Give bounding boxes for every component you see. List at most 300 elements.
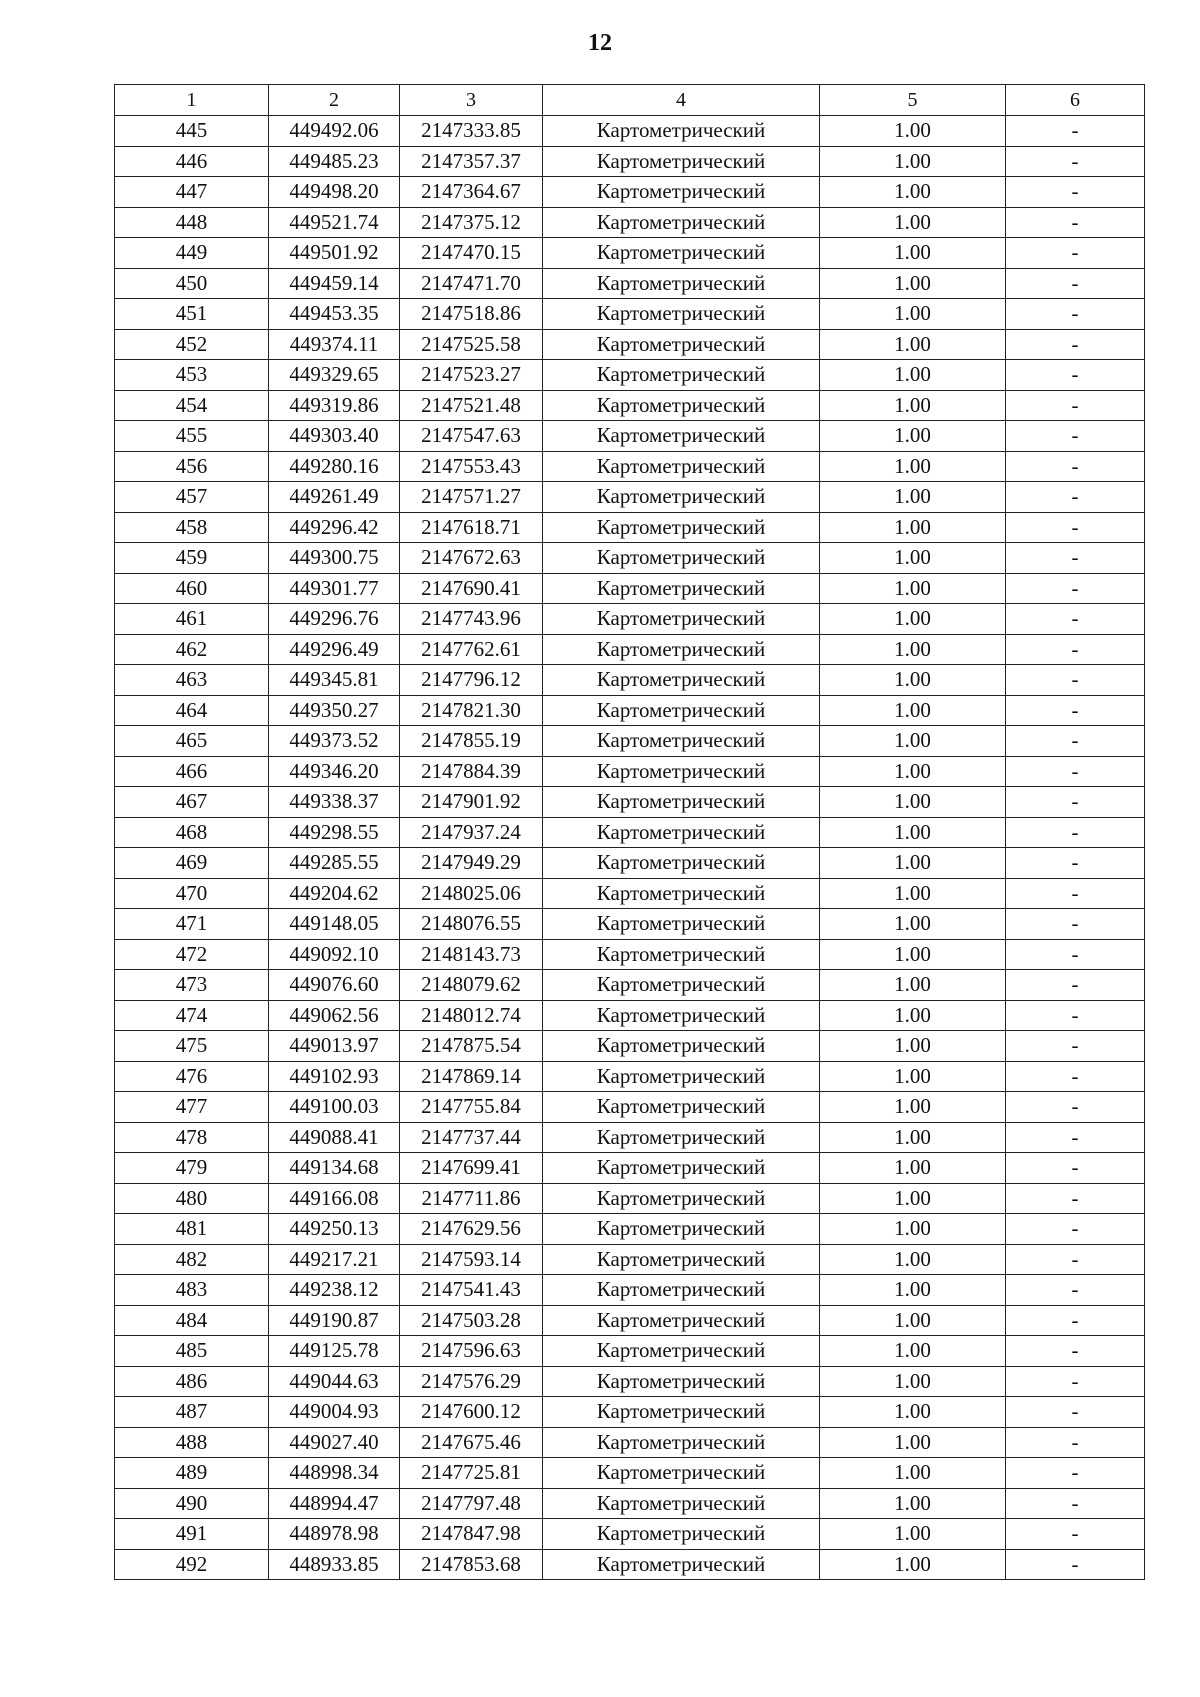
x-coordinate-cell: 449238.12	[269, 1275, 400, 1306]
note-cell: -	[1006, 1122, 1145, 1153]
method-cell: Картометрический	[543, 268, 820, 299]
table-row	[115, 665, 1145, 696]
y-coordinate-cell: 2147855.19	[400, 726, 543, 757]
table-row	[115, 726, 1145, 757]
point-number-cell: 488	[115, 1427, 269, 1458]
note-cell: -	[1006, 177, 1145, 208]
method-cell: Картометрический	[543, 817, 820, 848]
x-coordinate-cell: 449303.40	[269, 421, 400, 452]
accuracy-cell: 1.00	[820, 390, 1006, 421]
table-row	[115, 1519, 1145, 1550]
y-coordinate-cell: 2148025.06	[400, 878, 543, 909]
y-coordinate-cell: 2147333.85	[400, 116, 543, 147]
table-row	[115, 543, 1145, 574]
method-cell: Картометрический	[543, 878, 820, 909]
note-cell: -	[1006, 665, 1145, 696]
note-cell: -	[1006, 787, 1145, 818]
x-coordinate-cell: 449521.74	[269, 207, 400, 238]
point-number-cell: 458	[115, 512, 269, 543]
accuracy-cell: 1.00	[820, 1214, 1006, 1245]
note-cell: -	[1006, 634, 1145, 665]
point-number-cell: 451	[115, 299, 269, 330]
x-coordinate-cell: 449280.16	[269, 451, 400, 482]
method-cell: Картометрический	[543, 756, 820, 787]
x-coordinate-cell: 449296.76	[269, 604, 400, 635]
point-number-cell: 447	[115, 177, 269, 208]
y-coordinate-cell: 2147949.29	[400, 848, 543, 879]
method-cell: Картометрический	[543, 1366, 820, 1397]
point-number-cell: 485	[115, 1336, 269, 1367]
point-number-cell: 457	[115, 482, 269, 513]
point-number-cell: 480	[115, 1183, 269, 1214]
x-coordinate-cell: 448994.47	[269, 1488, 400, 1519]
y-coordinate-cell: 2147755.84	[400, 1092, 543, 1123]
accuracy-cell: 1.00	[820, 695, 1006, 726]
coordinates-table	[114, 84, 1145, 1580]
method-cell: Картометрический	[543, 970, 820, 1001]
accuracy-cell: 1.00	[820, 238, 1006, 269]
note-cell: -	[1006, 1519, 1145, 1550]
x-coordinate-cell: 449346.20	[269, 756, 400, 787]
x-coordinate-cell: 449345.81	[269, 665, 400, 696]
x-coordinate-cell: 449459.14	[269, 268, 400, 299]
point-number-cell: 450	[115, 268, 269, 299]
accuracy-cell: 1.00	[820, 756, 1006, 787]
point-number-cell: 455	[115, 421, 269, 452]
point-number-cell: 474	[115, 1000, 269, 1031]
y-coordinate-cell: 2147503.28	[400, 1305, 543, 1336]
y-coordinate-cell: 2147547.63	[400, 421, 543, 452]
point-number-cell: 475	[115, 1031, 269, 1062]
point-number-cell: 481	[115, 1214, 269, 1245]
y-coordinate-cell: 2147471.70	[400, 268, 543, 299]
note-cell: -	[1006, 1061, 1145, 1092]
table-row	[115, 1275, 1145, 1306]
y-coordinate-cell: 2147571.27	[400, 482, 543, 513]
method-cell: Картометрический	[543, 1488, 820, 1519]
point-number-cell: 477	[115, 1092, 269, 1123]
table-row	[115, 1336, 1145, 1367]
point-number-cell: 483	[115, 1275, 269, 1306]
point-number-cell: 464	[115, 695, 269, 726]
method-cell: Картометрический	[543, 695, 820, 726]
method-cell: Картометрический	[543, 360, 820, 391]
x-coordinate-cell: 448933.85	[269, 1549, 400, 1580]
point-number-cell: 452	[115, 329, 269, 360]
method-cell: Картометрический	[543, 1183, 820, 1214]
accuracy-cell: 1.00	[820, 451, 1006, 482]
accuracy-cell: 1.00	[820, 299, 1006, 330]
y-coordinate-cell: 2147600.12	[400, 1397, 543, 1428]
table-row	[115, 1214, 1145, 1245]
method-cell: Картометрический	[543, 848, 820, 879]
accuracy-cell: 1.00	[820, 116, 1006, 147]
accuracy-cell: 1.00	[820, 329, 1006, 360]
note-cell: -	[1006, 1153, 1145, 1184]
x-coordinate-cell: 449004.93	[269, 1397, 400, 1428]
method-cell: Картометрический	[543, 634, 820, 665]
note-cell: -	[1006, 1305, 1145, 1336]
method-cell: Картометрический	[543, 665, 820, 696]
column-header: 5	[820, 85, 1006, 116]
method-cell: Картометрический	[543, 787, 820, 818]
note-cell: -	[1006, 1031, 1145, 1062]
note-cell: -	[1006, 146, 1145, 177]
accuracy-cell: 1.00	[820, 512, 1006, 543]
accuracy-cell: 1.00	[820, 1092, 1006, 1123]
x-coordinate-cell: 449261.49	[269, 482, 400, 513]
accuracy-cell: 1.00	[820, 482, 1006, 513]
y-coordinate-cell: 2147699.41	[400, 1153, 543, 1184]
y-coordinate-cell: 2147629.56	[400, 1214, 543, 1245]
note-cell: -	[1006, 512, 1145, 543]
y-coordinate-cell: 2147576.29	[400, 1366, 543, 1397]
x-coordinate-cell: 449100.03	[269, 1092, 400, 1123]
method-cell: Картометрический	[543, 1305, 820, 1336]
method-cell: Картометрический	[543, 1214, 820, 1245]
point-number-cell: 491	[115, 1519, 269, 1550]
table-row	[115, 878, 1145, 909]
note-cell: -	[1006, 1488, 1145, 1519]
accuracy-cell: 1.00	[820, 1183, 1006, 1214]
note-cell: -	[1006, 116, 1145, 147]
x-coordinate-cell: 449088.41	[269, 1122, 400, 1153]
y-coordinate-cell: 2147937.24	[400, 817, 543, 848]
method-cell: Картометрический	[543, 1458, 820, 1489]
x-coordinate-cell: 449338.37	[269, 787, 400, 818]
point-number-cell: 487	[115, 1397, 269, 1428]
note-cell: -	[1006, 970, 1145, 1001]
accuracy-cell: 1.00	[820, 1549, 1006, 1580]
method-cell: Картометрический	[543, 939, 820, 970]
accuracy-cell: 1.00	[820, 1275, 1006, 1306]
y-coordinate-cell: 2147553.43	[400, 451, 543, 482]
note-cell: -	[1006, 421, 1145, 452]
table-row	[115, 1031, 1145, 1062]
table-row	[115, 634, 1145, 665]
method-cell: Картометрический	[543, 1519, 820, 1550]
table-row	[115, 329, 1145, 360]
x-coordinate-cell: 449300.75	[269, 543, 400, 574]
point-number-cell: 492	[115, 1549, 269, 1580]
point-number-cell: 476	[115, 1061, 269, 1092]
table-row	[115, 1183, 1145, 1214]
table-row	[115, 1153, 1145, 1184]
table-row	[115, 573, 1145, 604]
point-number-cell: 463	[115, 665, 269, 696]
y-coordinate-cell: 2147675.46	[400, 1427, 543, 1458]
note-cell: -	[1006, 1549, 1145, 1580]
point-number-cell: 465	[115, 726, 269, 757]
point-number-cell: 490	[115, 1488, 269, 1519]
table-row	[115, 177, 1145, 208]
method-cell: Картометрический	[543, 1275, 820, 1306]
table-row	[115, 848, 1145, 879]
table-row	[115, 299, 1145, 330]
y-coordinate-cell: 2148079.62	[400, 970, 543, 1001]
accuracy-cell: 1.00	[820, 1000, 1006, 1031]
method-cell: Картометрический	[543, 451, 820, 482]
method-cell: Картометрический	[543, 116, 820, 147]
table-body	[115, 85, 1145, 1580]
x-coordinate-cell: 449373.52	[269, 726, 400, 757]
note-cell: -	[1006, 1275, 1145, 1306]
accuracy-cell: 1.00	[820, 1061, 1006, 1092]
method-cell: Картометрический	[543, 329, 820, 360]
x-coordinate-cell: 449350.27	[269, 695, 400, 726]
note-cell: -	[1006, 939, 1145, 970]
point-number-cell: 478	[115, 1122, 269, 1153]
method-cell: Картометрический	[543, 299, 820, 330]
x-coordinate-cell: 448978.98	[269, 1519, 400, 1550]
y-coordinate-cell: 2147690.41	[400, 573, 543, 604]
y-coordinate-cell: 2147725.81	[400, 1458, 543, 1489]
x-coordinate-cell: 449296.42	[269, 512, 400, 543]
accuracy-cell: 1.00	[820, 848, 1006, 879]
x-coordinate-cell: 448998.34	[269, 1458, 400, 1489]
table-row	[115, 116, 1145, 147]
x-coordinate-cell: 449166.08	[269, 1183, 400, 1214]
accuracy-cell: 1.00	[820, 909, 1006, 940]
x-coordinate-cell: 449250.13	[269, 1214, 400, 1245]
y-coordinate-cell: 2147618.71	[400, 512, 543, 543]
x-coordinate-cell: 449062.56	[269, 1000, 400, 1031]
table-row	[115, 1305, 1145, 1336]
note-cell: -	[1006, 207, 1145, 238]
method-cell: Картометрический	[543, 1244, 820, 1275]
note-cell: -	[1006, 909, 1145, 940]
table-row	[115, 695, 1145, 726]
y-coordinate-cell: 2147375.12	[400, 207, 543, 238]
column-header: 1	[115, 85, 269, 116]
point-number-cell: 479	[115, 1153, 269, 1184]
accuracy-cell: 1.00	[820, 1488, 1006, 1519]
point-number-cell: 448	[115, 207, 269, 238]
table-row	[115, 390, 1145, 421]
method-cell: Картометрический	[543, 1153, 820, 1184]
x-coordinate-cell: 449301.77	[269, 573, 400, 604]
note-cell: -	[1006, 360, 1145, 391]
note-cell: -	[1006, 1214, 1145, 1245]
accuracy-cell: 1.00	[820, 1244, 1006, 1275]
y-coordinate-cell: 2147541.43	[400, 1275, 543, 1306]
note-cell: -	[1006, 482, 1145, 513]
table-row	[115, 207, 1145, 238]
note-cell: -	[1006, 543, 1145, 574]
accuracy-cell: 1.00	[820, 939, 1006, 970]
table-header-row	[115, 85, 1145, 116]
note-cell: -	[1006, 268, 1145, 299]
point-number-cell: 471	[115, 909, 269, 940]
method-cell: Картометрический	[543, 482, 820, 513]
method-cell: Картометрический	[543, 390, 820, 421]
accuracy-cell: 1.00	[820, 1305, 1006, 1336]
accuracy-cell: 1.00	[820, 970, 1006, 1001]
y-coordinate-cell: 2147762.61	[400, 634, 543, 665]
note-cell: -	[1006, 1336, 1145, 1367]
accuracy-cell: 1.00	[820, 726, 1006, 757]
y-coordinate-cell: 2147711.86	[400, 1183, 543, 1214]
table-row	[115, 939, 1145, 970]
table-row	[115, 970, 1145, 1001]
y-coordinate-cell: 2147672.63	[400, 543, 543, 574]
table-row	[115, 1244, 1145, 1275]
y-coordinate-cell: 2147869.14	[400, 1061, 543, 1092]
point-number-cell: 466	[115, 756, 269, 787]
note-cell: -	[1006, 329, 1145, 360]
accuracy-cell: 1.00	[820, 1397, 1006, 1428]
x-coordinate-cell: 449453.35	[269, 299, 400, 330]
note-cell: -	[1006, 451, 1145, 482]
note-cell: -	[1006, 848, 1145, 879]
method-cell: Картометрический	[543, 146, 820, 177]
x-coordinate-cell: 449298.55	[269, 817, 400, 848]
note-cell: -	[1006, 726, 1145, 757]
y-coordinate-cell: 2147357.37	[400, 146, 543, 177]
accuracy-cell: 1.00	[820, 207, 1006, 238]
point-number-cell: 445	[115, 116, 269, 147]
table-row	[115, 512, 1145, 543]
note-cell: -	[1006, 1244, 1145, 1275]
note-cell: -	[1006, 604, 1145, 635]
point-number-cell: 461	[115, 604, 269, 635]
point-number-cell: 484	[115, 1305, 269, 1336]
point-number-cell: 489	[115, 1458, 269, 1489]
accuracy-cell: 1.00	[820, 146, 1006, 177]
y-coordinate-cell: 2147821.30	[400, 695, 543, 726]
x-coordinate-cell: 449329.65	[269, 360, 400, 391]
table-row	[115, 421, 1145, 452]
method-cell: Картометрический	[543, 177, 820, 208]
table-row	[115, 756, 1145, 787]
table-row	[115, 1092, 1145, 1123]
x-coordinate-cell: 449285.55	[269, 848, 400, 879]
y-coordinate-cell: 2147596.63	[400, 1336, 543, 1367]
method-cell: Картометрический	[543, 726, 820, 757]
accuracy-cell: 1.00	[820, 878, 1006, 909]
accuracy-cell: 1.00	[820, 543, 1006, 574]
table-row	[115, 238, 1145, 269]
x-coordinate-cell: 449134.68	[269, 1153, 400, 1184]
x-coordinate-cell: 449498.20	[269, 177, 400, 208]
y-coordinate-cell: 2147847.98	[400, 1519, 543, 1550]
y-coordinate-cell: 2147593.14	[400, 1244, 543, 1275]
x-coordinate-cell: 449319.86	[269, 390, 400, 421]
method-cell: Картометрический	[543, 573, 820, 604]
method-cell: Картометрический	[543, 207, 820, 238]
table-row	[115, 817, 1145, 848]
x-coordinate-cell: 449190.87	[269, 1305, 400, 1336]
x-coordinate-cell: 449296.49	[269, 634, 400, 665]
method-cell: Картометрический	[543, 1336, 820, 1367]
table-row	[115, 1549, 1145, 1580]
x-coordinate-cell: 449148.05	[269, 909, 400, 940]
point-number-cell: 453	[115, 360, 269, 391]
accuracy-cell: 1.00	[820, 1519, 1006, 1550]
y-coordinate-cell: 2147884.39	[400, 756, 543, 787]
column-header: 3	[400, 85, 543, 116]
point-number-cell: 449	[115, 238, 269, 269]
column-header: 4	[543, 85, 820, 116]
table-row	[115, 1427, 1145, 1458]
x-coordinate-cell: 449102.93	[269, 1061, 400, 1092]
table-row	[115, 1061, 1145, 1092]
accuracy-cell: 1.00	[820, 177, 1006, 208]
note-cell: -	[1006, 1000, 1145, 1031]
accuracy-cell: 1.00	[820, 665, 1006, 696]
accuracy-cell: 1.00	[820, 1366, 1006, 1397]
point-number-cell: 472	[115, 939, 269, 970]
point-number-cell: 473	[115, 970, 269, 1001]
accuracy-cell: 1.00	[820, 573, 1006, 604]
y-coordinate-cell: 2148143.73	[400, 939, 543, 970]
point-number-cell: 468	[115, 817, 269, 848]
y-coordinate-cell: 2148076.55	[400, 909, 543, 940]
table-row	[115, 1397, 1145, 1428]
x-coordinate-cell: 449501.92	[269, 238, 400, 269]
method-cell: Картометрический	[543, 512, 820, 543]
x-coordinate-cell: 449044.63	[269, 1366, 400, 1397]
x-coordinate-cell: 449076.60	[269, 970, 400, 1001]
table-row	[115, 146, 1145, 177]
table-row	[115, 1000, 1145, 1031]
method-cell: Картометрический	[543, 1122, 820, 1153]
point-number-cell: 467	[115, 787, 269, 818]
table-row	[115, 1488, 1145, 1519]
note-cell: -	[1006, 756, 1145, 787]
y-coordinate-cell: 2147525.58	[400, 329, 543, 360]
point-number-cell: 446	[115, 146, 269, 177]
note-cell: -	[1006, 1183, 1145, 1214]
page-number: 12	[588, 30, 612, 56]
accuracy-cell: 1.00	[820, 817, 1006, 848]
table-row	[115, 451, 1145, 482]
x-coordinate-cell: 449013.97	[269, 1031, 400, 1062]
x-coordinate-cell: 449217.21	[269, 1244, 400, 1275]
table-row	[115, 268, 1145, 299]
x-coordinate-cell: 449492.06	[269, 116, 400, 147]
x-coordinate-cell: 449485.23	[269, 146, 400, 177]
y-coordinate-cell: 2147470.15	[400, 238, 543, 269]
note-cell: -	[1006, 1458, 1145, 1489]
accuracy-cell: 1.00	[820, 1122, 1006, 1153]
y-coordinate-cell: 2147853.68	[400, 1549, 543, 1580]
point-number-cell: 456	[115, 451, 269, 482]
point-number-cell: 486	[115, 1366, 269, 1397]
y-coordinate-cell: 2147737.44	[400, 1122, 543, 1153]
method-cell: Картометрический	[543, 1092, 820, 1123]
method-cell: Картометрический	[543, 1061, 820, 1092]
note-cell: -	[1006, 1366, 1145, 1397]
note-cell: -	[1006, 878, 1145, 909]
table-row	[115, 360, 1145, 391]
y-coordinate-cell: 2147796.12	[400, 665, 543, 696]
point-number-cell: 470	[115, 878, 269, 909]
x-coordinate-cell: 449374.11	[269, 329, 400, 360]
accuracy-cell: 1.00	[820, 1336, 1006, 1367]
note-cell: -	[1006, 238, 1145, 269]
accuracy-cell: 1.00	[820, 1427, 1006, 1458]
table-row	[115, 482, 1145, 513]
accuracy-cell: 1.00	[820, 1031, 1006, 1062]
y-coordinate-cell: 2147521.48	[400, 390, 543, 421]
note-cell: -	[1006, 390, 1145, 421]
note-cell: -	[1006, 573, 1145, 604]
method-cell: Картометрический	[543, 1031, 820, 1062]
column-header: 2	[269, 85, 400, 116]
table-row	[115, 1122, 1145, 1153]
x-coordinate-cell: 449027.40	[269, 1427, 400, 1458]
